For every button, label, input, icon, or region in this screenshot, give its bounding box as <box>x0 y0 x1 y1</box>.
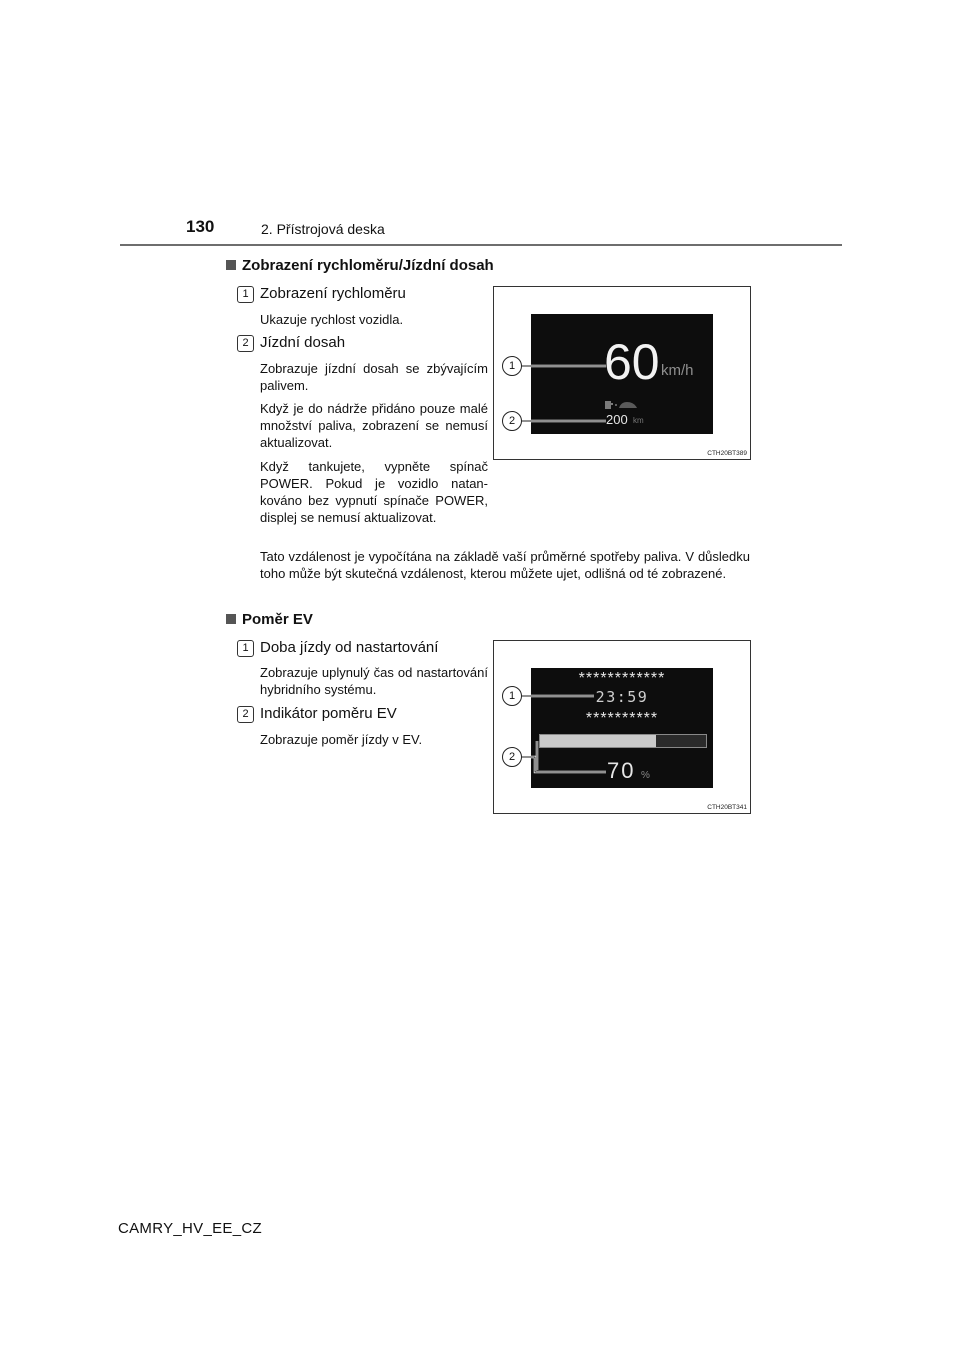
chapter-title: 2. Přístrojová deska <box>261 221 385 237</box>
item-description: Když tankujete, vypněte spínač POWER. Pokud je vozidlo natankováno bez vypnutí spínače POWER, displej se nemusí aktualizovat. <box>260 459 488 525</box>
callout-1: 1 <box>502 686 522 706</box>
item-number: 2 <box>237 335 254 352</box>
item-title: Indikátor poměru EV <box>260 705 397 722</box>
item-description: Zobrazuje poměr jízdy v EV. <box>260 732 423 747</box>
elapsed-time-label: ************ <box>578 670 666 687</box>
figure-code: CTH20BT341 <box>707 804 747 811</box>
range-unit: km <box>633 416 644 425</box>
item-title: Zobrazení rychloměru <box>260 285 406 302</box>
item-number: 1 <box>237 640 254 657</box>
item-description: Zobrazuje jízdní dosah se zbývajícím palivem. <box>260 361 488 393</box>
speed-unit: km/h <box>661 362 694 379</box>
elapsed-time-value: 23:59 <box>595 688 649 706</box>
document-code: CAMRY_HV_EE_CZ <box>118 1220 262 1237</box>
section-heading-text: Zobrazení rychloměru/Jízdní dosah <box>242 257 494 274</box>
section-heading-ev-ratio <box>226 611 313 628</box>
figure-code: CTH20BT389 <box>707 450 747 457</box>
item-number: 2 <box>237 706 254 723</box>
callout-leader-lines <box>494 287 750 459</box>
item-description: Když je do nádrže přidáno pouze malé množství paliva, zobrazení se nemusí aktualizovat. <box>260 401 488 450</box>
item-description: Zobrazuje uplynulý čas od nastartování hybridního systému. <box>260 665 488 697</box>
page-number: 130 <box>186 217 215 236</box>
section-heading-text: Poměr EV <box>242 611 313 628</box>
header-divider <box>120 244 842 246</box>
square-bullet-icon <box>226 614 236 624</box>
callout-2: 2 <box>502 747 522 767</box>
section-heading-speedometer <box>226 257 494 274</box>
callout-leader-lines <box>494 641 750 813</box>
item-number: 1 <box>237 286 254 303</box>
ev-ratio-figure <box>493 640 751 814</box>
square-bullet-icon <box>226 260 236 270</box>
item-title: Doba jízdy od nastartování <box>260 639 439 656</box>
item-title: Jízdní dosah <box>260 334 346 351</box>
speed-value: 60 <box>604 334 660 390</box>
callout-2: 2 <box>502 411 522 431</box>
ev-ratio-unit: % <box>641 770 650 781</box>
item-description: Ukazuje rychlost vozidla. <box>260 312 404 327</box>
speedometer-figure <box>493 286 751 460</box>
range-value: 200 <box>606 412 628 427</box>
ev-ratio-value: 70 <box>607 758 636 783</box>
ev-ratio-label: ********** <box>585 710 659 727</box>
section-note: Tato vzdálenost je vypočítána na základě vaší průměrné spotřeby paliva. V důsledku toho může být skutečná vzdálenost, kterou můžete ujet, odlišná od té zobrazené. <box>260 549 750 581</box>
callout-1: 1 <box>502 356 522 376</box>
